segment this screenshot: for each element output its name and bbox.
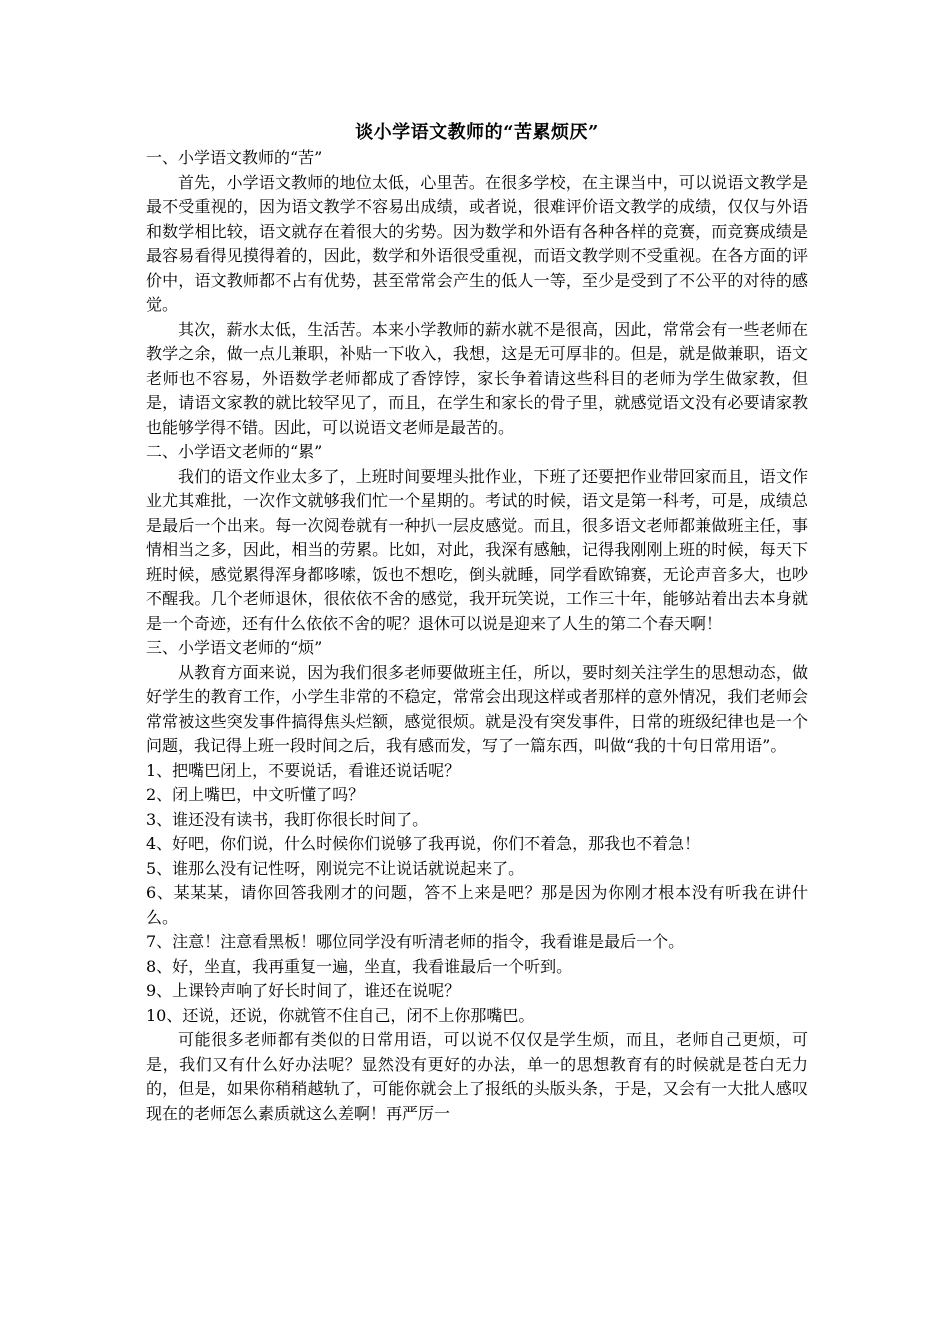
document-page xyxy=(146,120,808,1126)
document-title: 谈小学语文教师的“苦累烦厌” xyxy=(355,122,599,143)
section-heading: 一、小学语文教师的“苦” xyxy=(146,148,323,167)
paragraph: 可能很多老师都有类似的日常用语，可以说不仅仅是学生烦，而且，老师自己更烦，可是，我们又有什么好办法呢？显然没有更好的办法，单一的思想教育有的时候就是苍白无力的，但是，如果你稍稍越轨了，可能你就会上了报纸的头版头条，于是，又会有一大批人感叹现在的老师怎么素质就这么差啊！再严厉一 xyxy=(146,1030,808,1123)
section-fan xyxy=(146,636,808,1126)
list-item: 8、好，坐直，我再重复一遍，坐直，我看谁最后一个听到。 xyxy=(146,956,573,976)
list-item: 4、好吧，你们说，什么时候你们说够了我再说，你们不着急，那我也不着急！ xyxy=(146,834,701,853)
list-item: 7、注意！注意看黑板！哪位同学没有听清老师的指令，我看谁是最后一个。 xyxy=(146,932,685,951)
list-item: 3、谁还没有读书，我盯你很长时间了。 xyxy=(146,809,429,829)
section-lei xyxy=(146,440,808,636)
list-item: 10、还说，还说，你就管不住自己，闭不上你那嘴巴。 xyxy=(146,1005,535,1025)
paragraph: 从教育方面来说，因为我们很多老师要做班主任，所以，要时刻关注学生的思想动态，做好学生的教育工作，小学生非常的不稳定，常常会出现这样或者那样的意外情况，我们老师会常常被这些突发事件搞得焦头烂额，感觉很烦。就是没有突发事件，日常的班级纪律也是一个问题，我记得上班一段时间之后，我有感而发，写了一篇东西，叫做“我的十句日常用语”。 xyxy=(146,662,808,755)
list-item: 1、把嘴巴闭上，不要说话，看谁还说话呢？ xyxy=(146,760,461,780)
list-item: 5、谁那么没有记性呀，刚说完不让说话就说起来了。 xyxy=(146,858,525,878)
daily-phrases-list xyxy=(146,759,808,1029)
section-heading: 三、小学语文老师的“烦” xyxy=(146,638,323,657)
list-item: 9、上课铃声响了好长时间了，谁还在说呢？ xyxy=(146,981,461,1000)
section-heading: 二、小学语文老师的“累” xyxy=(146,442,323,461)
list-item: 2、闭上嘴巴，中文听懂了吗？ xyxy=(146,785,365,804)
section-ku xyxy=(146,146,808,440)
paragraph: 首先，小学语文教师的地位太低，心里苦。在很多学校，在主课当中，可以说语文教学是最不受重视的，因为语文教学不容易出成绩，或者说，很难评价语文教学的成绩，仅仅与外语和数学相比较，语文就存在着很大的劣势。因为数学和外语有各种各样的竞赛，而竞赛成绩是最容易看得见摸得着的，因此，数学和外语很受重视，而语文教学则不受重视。在各方面的评价中，语文教师都不占有优势，甚至常常会产生的低人一等，至少是受到了不公平的对待的感觉。 xyxy=(146,172,808,314)
list-item: 6、某某某，请你回答我刚才的问题，答不上来是吧？那是因为你刚才根本没有听我在讲什么。 xyxy=(146,883,808,927)
paragraph: 我们的语文作业太多了，上班时间要埋头批作业，下班了还要把作业带回家而且，语文作业尤其难批，一次作文就够我们忙一个星期的。考试的时候，语文是第一科考，可是，成绩总是最后一个出来。每一次阅卷就有一种扒一层皮感觉。而且，很多语文老师都兼做班主任，事情相当之多，因此，相当的劳累。比如，对此，我深有感触，记得我刚刚上班的时候，每天下班时候，感觉累得浑身都哆嗦，饭也不想吃，倒头就睡，同学看欧锦赛，无论声音多大，也吵不醒我。几个老师退休，很依依不舍的感觉，我开玩笑说，工作三十年，能够站着出去本身就是一个奇迹，还有什么依依不舍的呢？退休可以说是迎来了人生的第二个春天啊！ xyxy=(146,466,808,633)
paragraph: 其次，薪水太低，生活苦。本来小学教师的薪水就不是很高，因此，常常会有一些老师在教学之余，做一点儿兼职，补贴一下收入，我想，这是无可厚非的。但是，就是做兼职，语文老师也不容易，外语数学老师都成了香饽饽，家长争着请这些科目的老师为学生做家教，但是，请语文家教的就比较罕见了，而且，在学生和家长的骨子里，就感觉语文没有必要请家教也能够学得不错。因此，可以说语文老师是最苦的。 xyxy=(146,319,808,437)
